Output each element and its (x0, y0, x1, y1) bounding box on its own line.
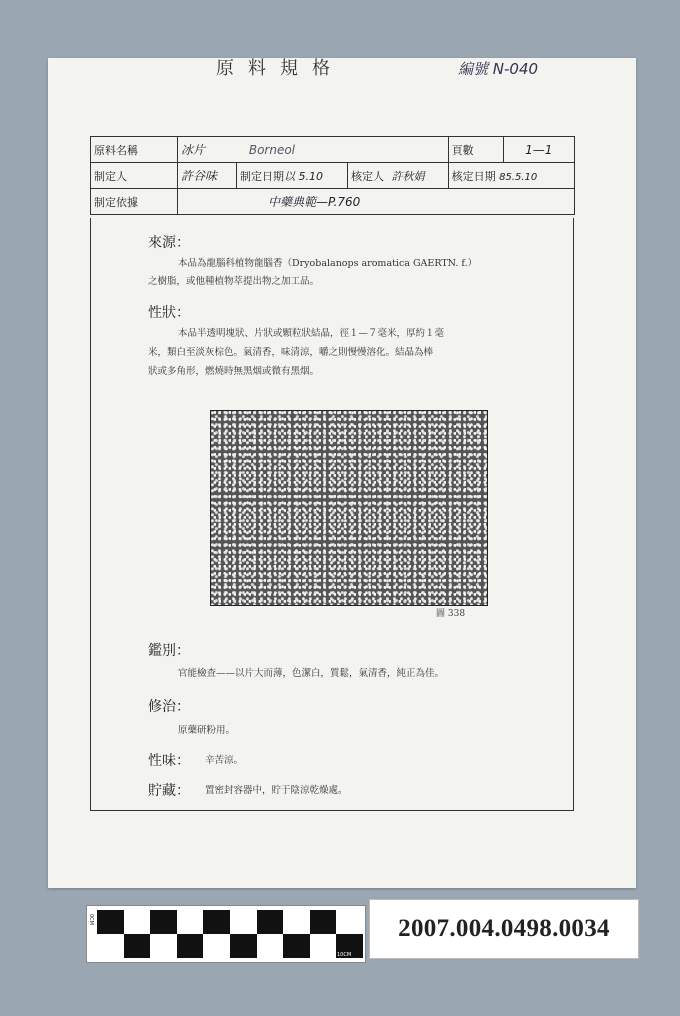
reviewer-cell (348, 163, 449, 189)
scale-cell (310, 934, 337, 958)
scale-cell (230, 910, 257, 934)
scale-cell (150, 910, 177, 934)
borneol-crystals-photo (210, 410, 488, 606)
scale-cell (150, 934, 177, 958)
reviewer-label: 核定人 (351, 169, 384, 183)
storage-text: 置密封容器中，貯于陰涼乾燥處。 (205, 785, 348, 796)
scale-cell (177, 910, 204, 934)
scale-cell (283, 910, 310, 934)
document-title: 原料規格 (216, 58, 344, 79)
accession-number: 2007.004.0498.0034 (369, 899, 639, 959)
material-name-cell (178, 137, 449, 163)
nature-heading: 性味： (148, 753, 190, 769)
review-date-label: 核定日期 (451, 169, 496, 183)
storage-heading: 貯藏： (148, 783, 190, 799)
basis-value: 中藥典範—P.760 (178, 189, 575, 215)
properties-heading: 性狀： (148, 305, 190, 321)
scale-cell (310, 910, 337, 934)
source-text-2: 之樹脂，或他種植物萃提出物之加工品。 (148, 276, 320, 287)
scale-cell (336, 910, 363, 934)
identification-heading: 鑑別： (148, 643, 190, 659)
scale-label-0: 0CM (88, 914, 94, 925)
scale-cell (257, 934, 284, 958)
header-table (90, 136, 575, 215)
identification-text: 官能檢查——以片大而薄，色潔白，質鬆，氣清香，純正為佳。 (178, 668, 445, 679)
drafter-value: 許谷味 (178, 163, 237, 189)
scale-cell (97, 910, 124, 934)
material-name-value: 冰片 (181, 143, 206, 157)
material-latin: Borneol (248, 143, 296, 157)
scale-label-5: 5CM (204, 952, 215, 958)
scale-cell (203, 910, 230, 934)
scale-cell (257, 910, 284, 934)
scale-cell (124, 910, 151, 934)
figure-caption: 圖 338 (436, 609, 466, 619)
draft-date-cell (237, 163, 348, 189)
source-heading: 來源： (148, 235, 190, 251)
draft-date-label: 制定日期 (240, 169, 284, 183)
scale-cell (283, 934, 310, 958)
scale-cell (177, 934, 204, 958)
scale-cell (124, 934, 151, 958)
scale-bar (86, 905, 366, 963)
page-label: 頁數 (448, 137, 503, 163)
review-date-cell (448, 163, 574, 189)
scale-bar-cells (97, 910, 363, 958)
nature-text: 辛苦涼。 (205, 755, 244, 766)
properties-text-3: 狀或多角形，燃燒時無黑烟或微有黑烟。 (148, 366, 320, 377)
properties-text-2: 米，類白至淡灰棕色。氣清香，味清涼，嚼之則慢慢溶化。結晶為棒 (148, 347, 434, 358)
scale-cell (97, 934, 124, 958)
material-name-label: 原料名稱 (91, 137, 178, 163)
processing-text: 原藥研粉用。 (178, 725, 236, 736)
basis-label: 制定依據 (91, 189, 178, 215)
reviewer-value: 許秋娟 (391, 169, 425, 183)
scale-cell (230, 934, 257, 958)
draft-date-value: 以 5.10 (284, 169, 323, 183)
serial-number: 編號 N-040 (458, 60, 539, 78)
processing-heading: 修治： (148, 699, 190, 715)
drafter-label: 制定人 (91, 163, 178, 189)
review-date-value: 85.5.10 (499, 171, 538, 183)
scale-label-10: 10CM (337, 952, 352, 958)
properties-text-1: 本品半透明塊狀、片狀或顆粒狀結晶，徑１—７毫米，厚約１毫 (178, 328, 445, 339)
source-text-1: 本品為龍腦科植物龍腦香（Dryobalanops aromatica GAERTN. f.） (178, 258, 478, 269)
page-value: 1—1 (503, 137, 574, 163)
